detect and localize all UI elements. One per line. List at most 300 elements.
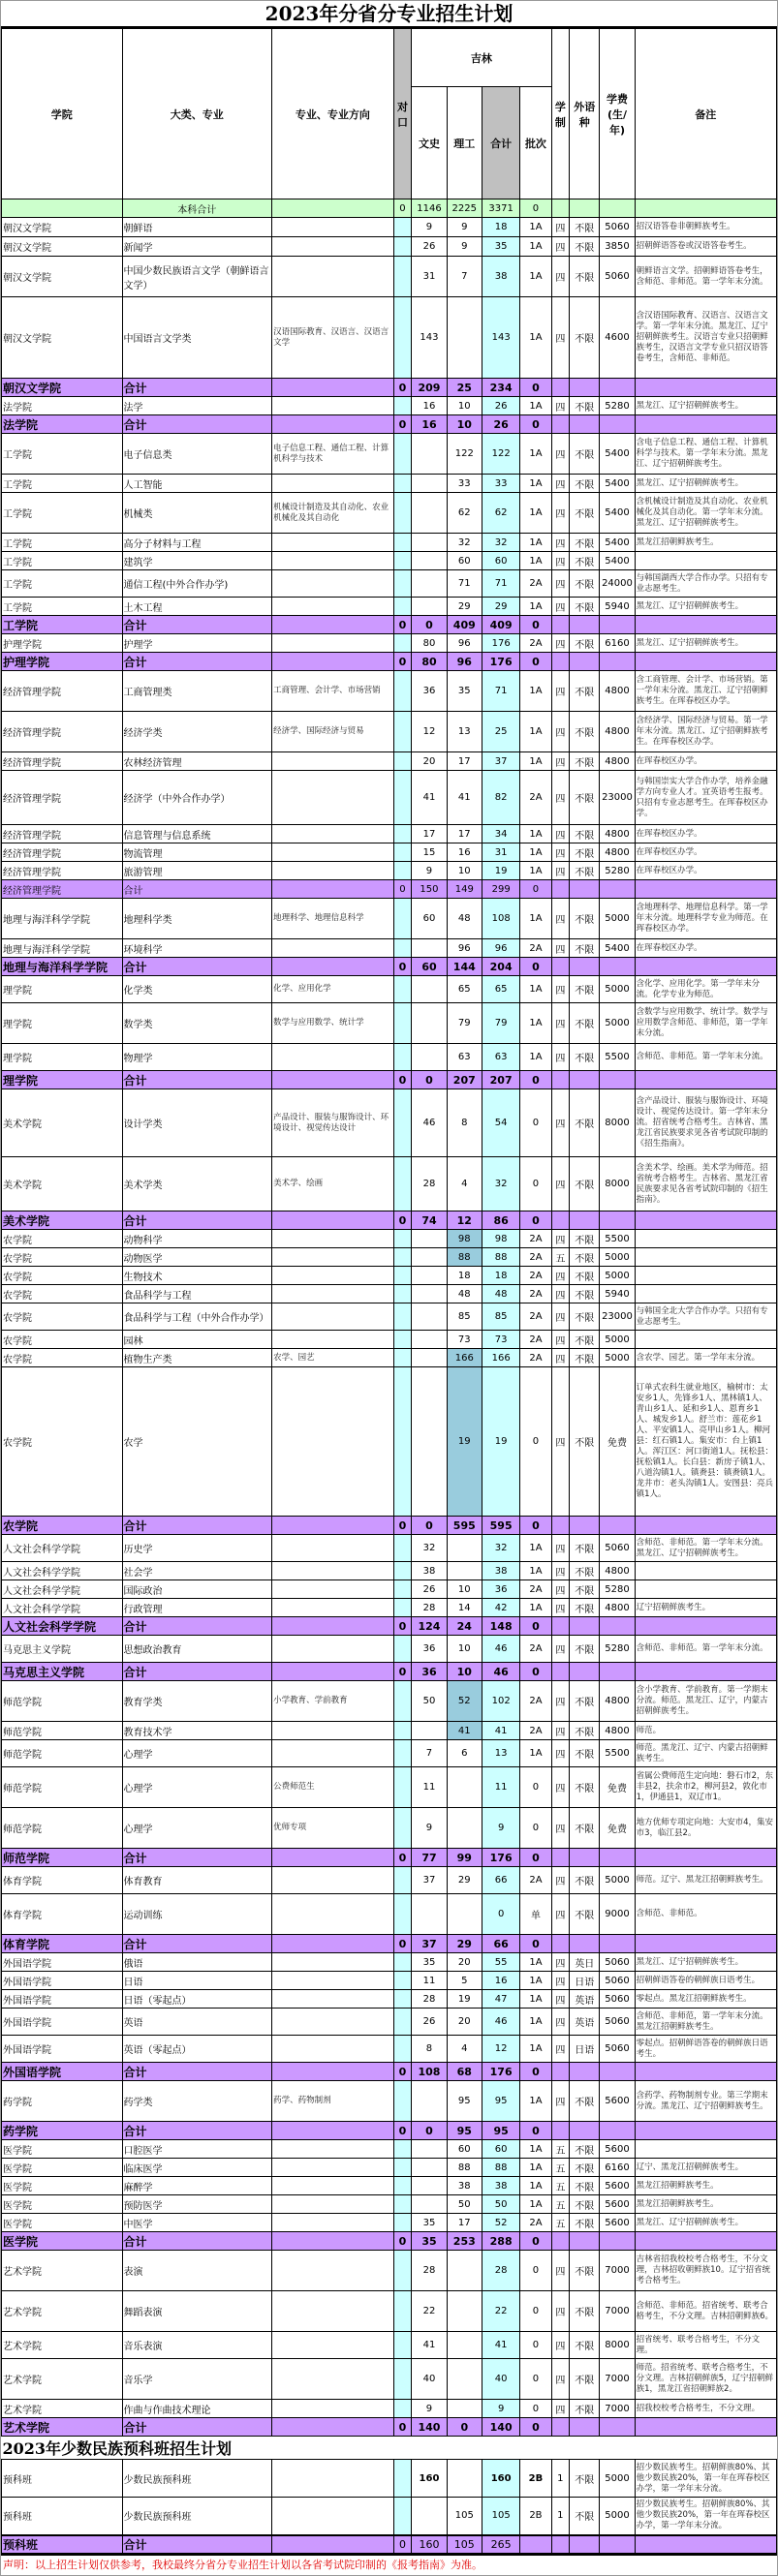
ligong-cell: 29 bbox=[447, 598, 482, 616]
total-row: 农学院 合计 0 0 595 595 0 bbox=[2, 1517, 777, 1535]
major-cell: 动物科学 bbox=[122, 1230, 272, 1248]
direction-cell: 产品设计、服装与服饰设计、环境设计、视觉传达设计 bbox=[272, 1089, 394, 1157]
duikou-cell bbox=[393, 237, 412, 257]
batch-cell: 1A bbox=[520, 552, 551, 570]
wenshi-cell bbox=[412, 1331, 447, 1349]
years-cell: 四 bbox=[551, 475, 570, 493]
col-language: 外语种 bbox=[570, 29, 600, 199]
fee-cell: 5400 bbox=[600, 493, 635, 534]
ligong-cell: 52 bbox=[447, 1681, 482, 1722]
years-cell: 五 bbox=[551, 2177, 570, 2195]
note-cell: 黑龙江招朝鲜族考生。 bbox=[635, 2177, 776, 2195]
total-row: 法学院 合计 0 16 10 26 0 bbox=[2, 415, 777, 434]
note-cell: 辽宁、黑龙江招朝鲜族考生。 bbox=[635, 2159, 776, 2177]
total-cell: 60 bbox=[482, 552, 519, 570]
language-cell: 不限 bbox=[570, 1044, 600, 1071]
college-cell: 工学院 bbox=[2, 493, 123, 534]
batch-cell: 1A bbox=[520, 257, 551, 297]
table-row bbox=[2, 1867, 777, 1894]
total-cell: 63 bbox=[482, 1044, 519, 1071]
major-cell: 日语（零起点） bbox=[122, 1990, 272, 2009]
table-row bbox=[2, 534, 777, 552]
ligong-cell bbox=[447, 2400, 482, 2418]
direction-cell: 优师专项 bbox=[272, 1808, 394, 1849]
college-cell: 师范学院 bbox=[2, 1808, 123, 1849]
col-total: 合计 bbox=[482, 87, 519, 199]
ligong-cell: 18 bbox=[447, 1267, 482, 1285]
years-cell: 四 bbox=[551, 598, 570, 616]
college-cell: 经济管理学院 bbox=[2, 862, 123, 880]
years-cell: 四 bbox=[551, 570, 570, 598]
wenshi-cell: 26 bbox=[412, 1580, 447, 1599]
college-cell: 朝汉文学院 bbox=[2, 257, 123, 297]
duikou-cell bbox=[393, 976, 412, 1003]
batch-cell: 1A bbox=[520, 534, 551, 552]
years-cell: 四 bbox=[551, 1953, 570, 1972]
note-cell: 含小学教育、学前教育。第一学期末分流。师范。黑龙江、辽宁，内蒙古招朝鲜族考生。 bbox=[635, 1681, 776, 1722]
note-cell: 含师范、非师范，第一学年末分流。黑龙江招朝鲜族考生。 bbox=[635, 2009, 776, 2036]
note-cell bbox=[635, 552, 776, 570]
note-cell bbox=[635, 1230, 776, 1248]
major-cell: 园林 bbox=[122, 1331, 272, 1349]
total-cell: 54 bbox=[482, 1089, 519, 1157]
language-cell: 不限 bbox=[570, 2177, 600, 2195]
college-cell: 经济管理学院 bbox=[2, 771, 123, 825]
note-cell bbox=[635, 2140, 776, 2159]
total-cell: 73 bbox=[482, 1331, 519, 1349]
batch-cell: 2A bbox=[520, 771, 551, 825]
fee-cell: 5280 bbox=[600, 1636, 635, 1663]
college-cell: 工学院 bbox=[2, 475, 123, 493]
wenshi-cell: 9 bbox=[412, 218, 447, 237]
years-cell: 四 bbox=[551, 1535, 570, 1562]
table-row bbox=[2, 976, 777, 1003]
college-cell: 美术学院 bbox=[2, 1157, 123, 1211]
major-cell: 口腔医学 bbox=[122, 2140, 272, 2159]
batch-cell: 2A bbox=[520, 1267, 551, 1285]
table-row bbox=[2, 1303, 777, 1331]
college-cell: 地理与海洋科学学院 bbox=[2, 939, 123, 958]
years-cell: 四 bbox=[551, 1089, 570, 1157]
page-title: 2023年分省分专业招生计划 bbox=[1, 1, 777, 28]
duikou-cell bbox=[393, 2214, 412, 2232]
years-cell: 四 bbox=[551, 1349, 570, 1367]
ligong-cell bbox=[447, 1767, 482, 1808]
col-batch: 批次 bbox=[520, 87, 551, 199]
table-row bbox=[2, 1285, 777, 1303]
batch-cell: 1A bbox=[520, 2009, 551, 2036]
fee-cell: 5600 bbox=[600, 2195, 635, 2214]
note-cell: 含电子信息工程、通信工程、计算机科学与技术。第一学年末分流。黑龙江、辽宁招朝鲜族考生。 bbox=[635, 434, 776, 475]
major-cell: 旅游管理 bbox=[122, 862, 272, 880]
language-cell: 不限 bbox=[570, 634, 600, 653]
language-cell: 不限 bbox=[570, 2159, 600, 2177]
college-cell: 经济管理学院 bbox=[2, 843, 123, 862]
direction-cell: 电子信息工程、通信工程、计算机科学与技术 bbox=[272, 434, 394, 475]
batch-cell: 2A bbox=[520, 939, 551, 958]
note-cell: 黑龙江、辽宁招朝鲜族考生。 bbox=[635, 475, 776, 493]
fee-cell: 4800 bbox=[600, 752, 635, 771]
total-cell: 19 bbox=[482, 862, 519, 880]
major-cell: 英语（零起点） bbox=[122, 2036, 272, 2063]
note-cell: 招省统考、联考合格考生，不分文理。 bbox=[635, 2332, 776, 2359]
note-cell bbox=[635, 1562, 776, 1580]
ligong-cell: 10 bbox=[447, 397, 482, 415]
batch-cell: 2A bbox=[520, 1867, 551, 1894]
language-cell: 不限 bbox=[570, 218, 600, 237]
total-row: 体育学院 合计 0 37 29 66 0 bbox=[2, 1935, 777, 1953]
duikou-cell bbox=[393, 1894, 412, 1935]
direction-cell bbox=[272, 2159, 394, 2177]
college-cell: 医学院 bbox=[2, 2140, 123, 2159]
ligong-cell bbox=[447, 2359, 482, 2400]
major-cell: 社会学 bbox=[122, 1562, 272, 1580]
major-cell: 运动训练 bbox=[122, 1894, 272, 1935]
language-cell: 不限 bbox=[570, 1157, 600, 1211]
prep-total-row: 预科班 合计 0 160 105 265 bbox=[2, 2535, 777, 2554]
total-cell: 66 bbox=[482, 1867, 519, 1894]
ligong-cell: 6 bbox=[447, 1740, 482, 1767]
total-row: 理学院 合计 0 0 207 207 0 bbox=[2, 1071, 777, 1089]
direction-cell bbox=[272, 257, 394, 297]
ligong-cell: 20 bbox=[447, 1953, 482, 1972]
language-cell: 不限 bbox=[570, 2400, 600, 2418]
wenshi-cell: 11 bbox=[412, 1767, 447, 1808]
wenshi-cell: 35 bbox=[412, 1953, 447, 1972]
fee-cell: 5060 bbox=[600, 1953, 635, 1972]
language-cell: 不限 bbox=[570, 752, 600, 771]
language-cell: 不限 bbox=[570, 1562, 600, 1580]
wenshi-cell: 26 bbox=[412, 2009, 447, 2036]
total-cell: 9 bbox=[482, 1808, 519, 1849]
note-cell: 招朝鲜语答卷的朝鲜族日语考生。 bbox=[635, 1972, 776, 1990]
years-cell: 四 bbox=[551, 1681, 570, 1722]
note-cell: 省属公费师范生定向地：磐石市2，东丰县2，扶余市2，柳河县2，敦化市1，伊通县1，双辽市1。 bbox=[635, 1767, 776, 1808]
total-cell: 41 bbox=[482, 1722, 519, 1740]
batch-cell: 1A bbox=[520, 434, 551, 475]
major-cell: 土木工程 bbox=[122, 598, 272, 616]
fee-cell: 7000 bbox=[600, 2400, 635, 2418]
direction-cell bbox=[272, 2400, 394, 2418]
batch-cell: 0 bbox=[520, 1157, 551, 1211]
total-cell: 34 bbox=[482, 825, 519, 843]
batch-cell: 1A bbox=[520, 671, 551, 712]
note-cell: 招朝鲜语答卷或汉语答卷考生。 bbox=[635, 237, 776, 257]
batch-cell: 1A bbox=[520, 976, 551, 1003]
note-cell: 含师范、非师范。第一学年末分流。 bbox=[635, 1636, 776, 1663]
major-cell: 农学 bbox=[122, 1367, 272, 1517]
note-cell: 含工商管理、会计学、市场营销。第一学年末分流。黑龙江、辽宁招朝鲜族考生。在珲春校区办学。 bbox=[635, 671, 776, 712]
language-cell: 不限 bbox=[570, 2251, 600, 2291]
college-cell: 艺术学院 bbox=[2, 2400, 123, 2418]
fee-cell: 5600 bbox=[600, 2081, 635, 2122]
direction-cell: 公费师范生 bbox=[272, 1767, 394, 1808]
major-cell: 舞蹈表演 bbox=[122, 2291, 272, 2332]
ligong-cell: 17 bbox=[447, 2214, 482, 2232]
table-row bbox=[2, 2081, 777, 2122]
ligong-cell: 10 bbox=[447, 1636, 482, 1663]
duikou-cell bbox=[393, 1953, 412, 1972]
total-cell: 19 bbox=[482, 1367, 519, 1517]
years-cell: 五 bbox=[551, 2159, 570, 2177]
language-cell: 不限 bbox=[570, 397, 600, 415]
years-cell: 四 bbox=[551, 976, 570, 1003]
major-cell: 地理科学类 bbox=[122, 899, 272, 939]
prep-subtitle: 2023年少数民族预科班招生计划 bbox=[2, 2439, 233, 2458]
ligong-cell: 95 bbox=[447, 2081, 482, 2122]
batch-cell: 1A bbox=[520, 712, 551, 752]
direction-cell bbox=[272, 1740, 394, 1767]
language-cell: 不限 bbox=[570, 237, 600, 257]
note-cell bbox=[635, 1248, 776, 1267]
note-cell: 含数学与应用数学、统计学。数学与应用数学含师范、非师范，第一学年末分流。 bbox=[635, 1003, 776, 1044]
language-cell: 不限 bbox=[570, 1248, 600, 1267]
fee-cell: 4800 bbox=[600, 671, 635, 712]
total-cell: 48 bbox=[482, 1285, 519, 1303]
table-row bbox=[2, 1331, 777, 1349]
direction-cell: 化学、应用化学 bbox=[272, 976, 394, 1003]
wenshi-cell bbox=[412, 570, 447, 598]
duikou-cell bbox=[393, 297, 412, 379]
duikou-cell bbox=[393, 1248, 412, 1267]
major-cell: 护理学 bbox=[122, 634, 272, 653]
major-cell: 新闻学 bbox=[122, 237, 272, 257]
years-cell: 四 bbox=[551, 1722, 570, 1740]
ligong-cell: 19 bbox=[447, 1990, 482, 2009]
batch-cell: 0 bbox=[520, 1808, 551, 1849]
ligong-cell: 13 bbox=[447, 712, 482, 752]
wenshi-cell bbox=[412, 1894, 447, 1935]
major-cell: 农林经济管理 bbox=[122, 752, 272, 771]
note-cell: 黑龙江、辽宁招朝鲜族考生。 bbox=[635, 1953, 776, 1972]
direction-cell bbox=[272, 1331, 394, 1349]
ligong-cell: 71 bbox=[447, 570, 482, 598]
table-row bbox=[2, 1267, 777, 1285]
total-row: 美术学院 合计 0 74 12 86 0 bbox=[2, 1211, 777, 1230]
fee-cell: 5400 bbox=[600, 939, 635, 958]
prep-subtitle-row bbox=[2, 2437, 777, 2460]
table-row bbox=[2, 1722, 777, 1740]
total-cell: 41 bbox=[482, 2332, 519, 2359]
total-cell: 32 bbox=[482, 1157, 519, 1211]
college-cell: 体育学院 bbox=[2, 1867, 123, 1894]
duikou-cell bbox=[393, 434, 412, 475]
table-row bbox=[2, 297, 777, 379]
table-row bbox=[2, 1972, 777, 1990]
language-cell: 不限 bbox=[570, 570, 600, 598]
total-row: 朝汉文学院 合计 0 209 25 234 0 bbox=[2, 379, 777, 397]
duikou-cell bbox=[393, 1157, 412, 1211]
duikou-cell bbox=[393, 257, 412, 297]
direction-cell bbox=[272, 1867, 394, 1894]
duikou-cell bbox=[393, 1230, 412, 1248]
years-cell: 四 bbox=[551, 2081, 570, 2122]
college-cell: 美术学院 bbox=[2, 1089, 123, 1157]
batch-cell: 1A bbox=[520, 1953, 551, 1972]
total-cell: 25 bbox=[482, 712, 519, 752]
wenshi-cell: 12 bbox=[412, 712, 447, 752]
college-cell: 外国语学院 bbox=[2, 2009, 123, 2036]
total-cell: 35 bbox=[482, 237, 519, 257]
college-cell: 艺术学院 bbox=[2, 2332, 123, 2359]
direction-cell bbox=[272, 1894, 394, 1935]
duikou-cell bbox=[393, 1331, 412, 1349]
table-row bbox=[2, 771, 777, 825]
ligong-cell: 60 bbox=[447, 552, 482, 570]
wenshi-cell bbox=[412, 2081, 447, 2122]
batch-cell: 2A bbox=[520, 570, 551, 598]
years-cell: 四 bbox=[551, 1285, 570, 1303]
years-cell: 四 bbox=[551, 634, 570, 653]
college-cell: 医学院 bbox=[2, 2177, 123, 2195]
note-cell: 含美术学、绘画。美术学为师范。招省统考合格考生。吉林省、黑龙江省民族要求见各省考试院印制的《招生指南》。 bbox=[635, 1157, 776, 1211]
duikou-cell bbox=[393, 1303, 412, 1331]
college-cell: 经济管理学院 bbox=[2, 825, 123, 843]
duikou-cell bbox=[393, 475, 412, 493]
years-cell: 四 bbox=[551, 771, 570, 825]
years-cell: 四 bbox=[551, 552, 570, 570]
total-cell: 46 bbox=[482, 2009, 519, 2036]
grand-total-label: 本科合计 bbox=[122, 199, 272, 218]
ligong-cell bbox=[447, 1808, 482, 1849]
ligong-cell: 48 bbox=[447, 1285, 482, 1303]
table-row bbox=[2, 1894, 777, 1935]
direction-cell bbox=[272, 2214, 394, 2232]
note-cell: 含机械设计制造及其自动化、农业机械化及其自动化。第一学年末分流。黑龙江、辽宁招朝鲜族考生。 bbox=[635, 493, 776, 534]
ligong-cell: 10 bbox=[447, 862, 482, 880]
direction-cell bbox=[272, 475, 394, 493]
direction-cell bbox=[272, 862, 394, 880]
fee-cell: 5060 bbox=[600, 1990, 635, 2009]
fee-cell: 5000 bbox=[600, 1267, 635, 1285]
major-cell: 数学类 bbox=[122, 1003, 272, 1044]
note-cell: 零起点。黑龙江招朝鲜族考生。 bbox=[635, 1990, 776, 2009]
total-cell: 95 bbox=[482, 2081, 519, 2122]
table-row bbox=[2, 2195, 777, 2214]
duikou-cell bbox=[393, 1562, 412, 1580]
note-cell: 黑龙江、辽宁招朝鲜族考生。 bbox=[635, 397, 776, 415]
duikou-cell bbox=[393, 1681, 412, 1722]
table-row bbox=[2, 1599, 777, 1617]
duikou-cell bbox=[393, 2140, 412, 2159]
college-cell: 朝汉文学院 bbox=[2, 218, 123, 237]
note-cell: 含化学、应用化学。第一学年末分流。化学专业为师范。 bbox=[635, 976, 776, 1003]
batch-cell: 0 bbox=[520, 2291, 551, 2332]
major-cell: 信息管理与信息系统 bbox=[122, 825, 272, 843]
language-cell: 不限 bbox=[570, 1894, 600, 1935]
batch-cell: 2A bbox=[520, 1580, 551, 1599]
table-row bbox=[2, 1089, 777, 1157]
college-cell: 外国语学院 bbox=[2, 1953, 123, 1972]
wenshi-cell: 35 bbox=[412, 2214, 447, 2232]
duikou-cell bbox=[393, 825, 412, 843]
fee-cell: 8000 bbox=[600, 1089, 635, 1157]
fee-cell: 4800 bbox=[600, 1599, 635, 1617]
table-row bbox=[2, 1349, 777, 1367]
ligong-cell bbox=[447, 1562, 482, 1580]
total-cell: 55 bbox=[482, 1953, 519, 1972]
years-cell: 四 bbox=[551, 1003, 570, 1044]
note-cell: 辽宁招朝鲜族考生。 bbox=[635, 1599, 776, 1617]
years-cell: 五 bbox=[551, 2214, 570, 2232]
note-cell: 含师范、非师范。第一学年末分流。 bbox=[635, 1044, 776, 1071]
batch-cell: 1A bbox=[520, 2140, 551, 2159]
fee-cell: 23000 bbox=[600, 1303, 635, 1331]
wenshi-cell: 46 bbox=[412, 1089, 447, 1157]
college-cell: 体育学院 bbox=[2, 1894, 123, 1935]
duikou-cell bbox=[393, 862, 412, 880]
college-cell: 师范学院 bbox=[2, 1722, 123, 1740]
years-cell: 四 bbox=[551, 1990, 570, 2009]
table-row bbox=[2, 2140, 777, 2159]
major-cell: 体育教育 bbox=[122, 1867, 272, 1894]
duikou-cell bbox=[393, 534, 412, 552]
duikou-cell bbox=[393, 2009, 412, 2036]
direction-cell: 药学、药物制剂 bbox=[272, 2081, 394, 2122]
major-cell: 设计学类 bbox=[122, 1089, 272, 1157]
language-cell: 不限 bbox=[570, 2081, 600, 2122]
fee-cell: 5500 bbox=[600, 1230, 635, 1248]
duikou-cell bbox=[393, 1580, 412, 1599]
language-cell: 不限 bbox=[570, 534, 600, 552]
ligong-cell: 122 bbox=[447, 434, 482, 475]
wenshi-cell: 50 bbox=[412, 1681, 447, 1722]
table-row bbox=[2, 2400, 777, 2418]
col-wenshi: 文史 bbox=[412, 87, 447, 199]
language-cell: 不限 bbox=[570, 712, 600, 752]
years-cell: 四 bbox=[551, 534, 570, 552]
ligong-cell: 60 bbox=[447, 2140, 482, 2159]
col-major: 大类、专业 bbox=[122, 29, 272, 199]
duikou-cell bbox=[393, 1535, 412, 1562]
note-cell: 含农学、园艺。第一学年末分流。 bbox=[635, 1349, 776, 1367]
duikou-cell bbox=[393, 1367, 412, 1517]
fee-cell: 4800 bbox=[600, 1681, 635, 1722]
language-cell: 日语 bbox=[570, 2036, 600, 2063]
table-row bbox=[2, 2214, 777, 2232]
language-cell: 不限 bbox=[570, 2332, 600, 2359]
wenshi-cell bbox=[412, 475, 447, 493]
batch-cell: 1A bbox=[520, 2195, 551, 2214]
college-cell: 朝汉文学院 bbox=[2, 297, 123, 379]
language-cell: 日语 bbox=[570, 1972, 600, 1990]
batch-cell: 1A bbox=[520, 475, 551, 493]
declaration-note: 声明：以上招生计划仅供参考，我校最终分省分专业招生计划以各省考试院印制的《报考指南》为准。 bbox=[1, 2554, 777, 2575]
major-cell: 生物技术 bbox=[122, 1267, 272, 1285]
ligong-cell: 38 bbox=[447, 2177, 482, 2195]
direction-cell bbox=[272, 2036, 394, 2063]
table-row bbox=[2, 2177, 777, 2195]
batch-cell: 1A bbox=[520, 2159, 551, 2177]
direction-cell: 小学教育、学前教育 bbox=[272, 1681, 394, 1722]
wenshi-cell: 28 bbox=[412, 1990, 447, 2009]
total-row: 医学院 合计 0 35 253 288 0 bbox=[2, 2232, 777, 2251]
duikou-cell bbox=[393, 1089, 412, 1157]
total-row: 药学院 合计 0 0 95 95 0 bbox=[2, 2122, 777, 2140]
language-cell: 不限 bbox=[570, 1267, 600, 1285]
total-row: 工学院 合计 0 0 409 409 0 bbox=[2, 616, 777, 634]
ligong-cell: 10 bbox=[447, 1580, 482, 1599]
language-cell: 英语 bbox=[570, 2009, 600, 2036]
note-cell: 零起点。招朝鲜语答卷的朝鲜族日语考生。 bbox=[635, 2036, 776, 2063]
batch-cell: 2A bbox=[520, 1331, 551, 1349]
ligong-cell: 32 bbox=[447, 534, 482, 552]
note-cell: 师范。 bbox=[635, 1722, 776, 1740]
language-cell: 不限 bbox=[570, 843, 600, 862]
college-cell: 外国语学院 bbox=[2, 1990, 123, 2009]
ligong-cell: 62 bbox=[447, 493, 482, 534]
note-cell: 含地理科学、地理信息科学。第一学年末分流。地理科学专业为师范。在珲春校区办学。 bbox=[635, 899, 776, 939]
